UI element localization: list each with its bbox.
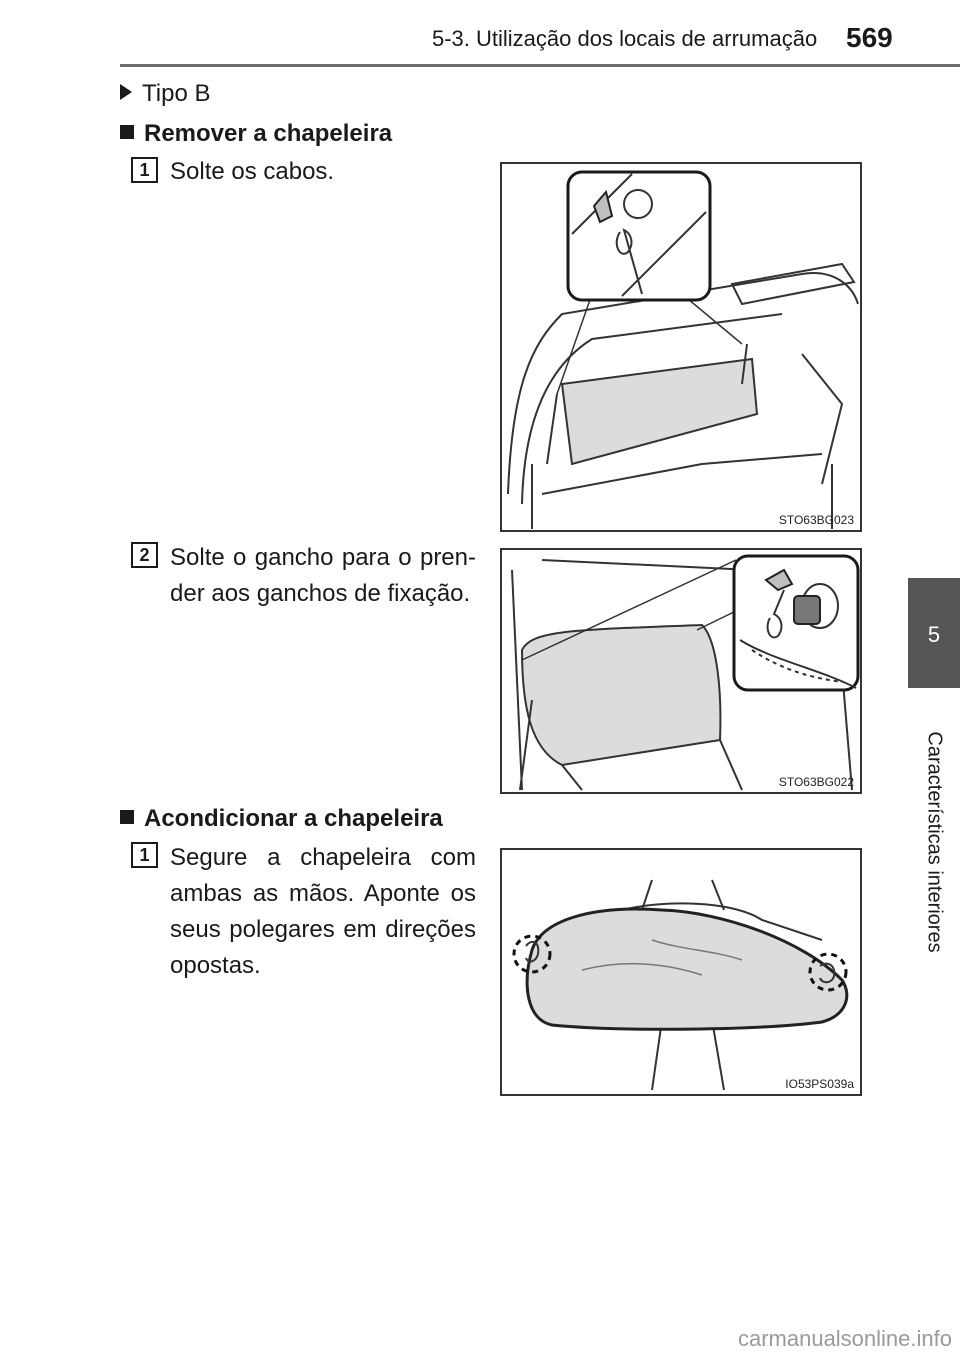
illustration-hands-holding [502,850,860,1094]
figure-code: STO63BG023 [778,513,854,527]
figure-code: IO53PS039a [785,1077,854,1091]
watermark: carmanualsonline.info [737,1326,952,1351]
section-heading-text: Remover a chapeleira [144,120,393,147]
illustration-trunk-cables [502,164,860,530]
subsection-title [120,80,210,108]
step-text: Segure a chapeleira com ambas as mãos. Aponte os seus polegares em direções opostas. [170,844,476,979]
square-bullet-icon [120,810,134,824]
figure-release-hook [500,548,862,794]
square-bullet-icon [120,125,134,139]
figure-fold-tonneau [500,848,862,1096]
step-text: Solte o gancho para o pren-der aos ganchos de fixação. [170,544,476,607]
figure-release-cables [500,162,862,532]
section-heading-store [120,805,443,833]
section-heading-text: Acondicionar a chapeleira [144,805,443,832]
triangle-bullet-icon [120,84,132,100]
page-number: 569 [846,22,893,53]
section-heading-remove [120,120,392,148]
step-text: Solte os cabos. [170,158,335,185]
step-badge: 1 [131,842,158,868]
header-rule [120,64,960,67]
figure-code: STO63BG022 [778,775,854,789]
chapter-tab-label: Características interiores [923,731,946,953]
step-badge: 1 [131,157,158,183]
header-title: 5-3. Utilização dos locais de arrumação [432,26,818,51]
step-badge: 2 [131,542,158,568]
chapter-tab-number: 5 [927,622,941,647]
subsection-label: Tipo B [142,80,211,107]
illustration-trunk-hook [502,550,860,792]
